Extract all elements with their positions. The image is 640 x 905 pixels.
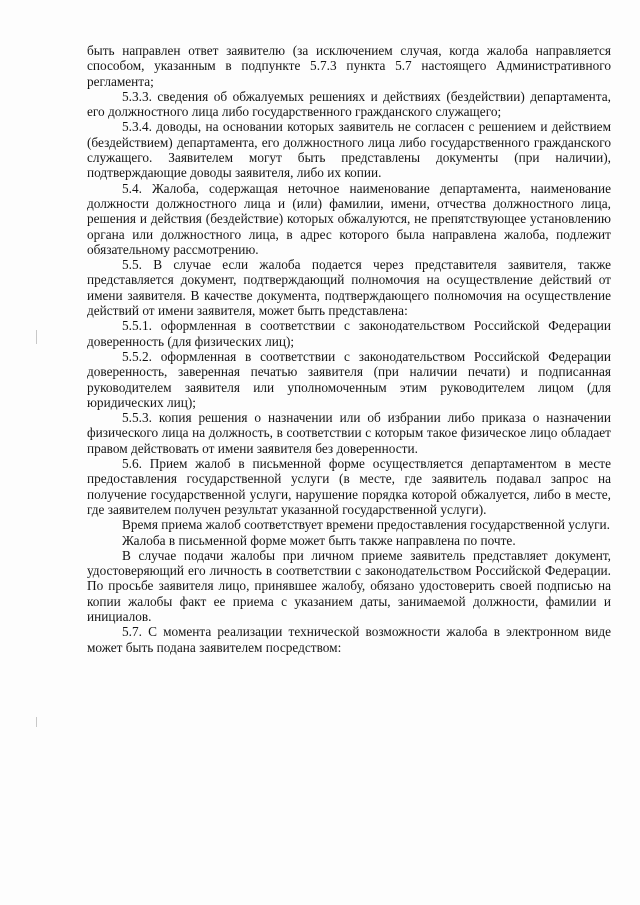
paragraph-5-5-2: 5.5.2. оформленная в соответствии с законодательством Российской Федерации доверенность, заверенная печатью заявителя (при наличии печати) и подписанная руководителем заявителя или уполномоченным этим руководителем лицом (для юридических лиц); bbox=[87, 348, 611, 410]
paragraph-5-4: 5.4. Жалоба, содержащая неточное наименование департамента, наименование должности должностного лица и (или) фамилии, имени, отчества должностного лица, решения и действия (бездействие) которых обжалуются, не препятствующее установлению органа или должностного лица, в адрес которого была направлена жалоба, подлежит обязательному рассмотрению. bbox=[87, 180, 611, 257]
paragraph-personal-reception: В случае подачи жалобы при личном приеме заявитель представляет документ, удостоверяющий его личность в соответствии с законодательством Российской Федерации. По просьбе заявителя лицо, принявшее жалобу, обязано удостоверить своей подписью на копии жалобы факт ее приема с указанием даты, занимаемой должности, фамилии и инициалов. bbox=[87, 547, 611, 624]
paragraph-5-3-3: 5.3.3. сведения об обжалуемых решениях и действиях (бездействии) департамента, его должностного лица либо государственного гражданского служащего; bbox=[87, 88, 611, 120]
scan-mark bbox=[36, 330, 37, 344]
paragraph-5-6: 5.6. Прием жалоб в письменной форме осуществляется департаментом в месте предоставления государственной услуги (в месте, где заявитель подавал запрос на получение государственной услуги, нарушение порядка которой обжалуется, либо в месте, где заявителем получен результат указанной государственной услуги). bbox=[87, 456, 611, 517]
document-body bbox=[87, 43, 611, 655]
paragraph-5-5: 5.5. В случае если жалоба подается через представителя заявителя, также представляется документ, подтверждающий полномочия на осуществление действий от имени заявителя. В качестве документа, подтверждающего полномочия на осуществление действий от имени заявителя, может быть представлена: bbox=[87, 257, 611, 319]
paragraph-5-5-3: 5.5.3. копия решения о назначении или об избрании либо приказа о назначении физического лица на должность, в соответствии с которым такое физическое лицо обладает правом действовать от имени заявителя без доверенности. bbox=[87, 410, 611, 456]
paragraph-5-7: 5.7. С момента реализации технической возможности жалоба в электронном виде может быть подана заявителем посредством: bbox=[87, 624, 611, 655]
paragraph-mail: Жалоба в письменной форме может быть также направлена по почте. bbox=[122, 532, 516, 548]
paragraph-5-5-1: 5.5.1. оформленная в соответствии с законодательством Российской Федерации доверенность (для физических лиц); bbox=[87, 318, 611, 349]
scan-mark bbox=[36, 717, 37, 727]
paragraph-continuation: быть направлен ответ заявителю (за исключением случая, когда жалоба направляется способом, указанным в подпункте 5.7.3 пункта 5.7 настоящего Административного регламента; bbox=[87, 43, 611, 89]
paragraph-reception-time: Время приема жалоб соответствует времени предоставления государственной услуги. bbox=[122, 517, 610, 533]
paragraph-5-3-4: 5.3.4. доводы, на основании которых заявитель не согласен с решением и действием (бездействием) департамента, его должностного лица либо государственного гражданского служащего. Заявителем могут быть представлены документы (при наличии), подтверждающие доводы заявителя, либо их копии. bbox=[87, 119, 611, 181]
